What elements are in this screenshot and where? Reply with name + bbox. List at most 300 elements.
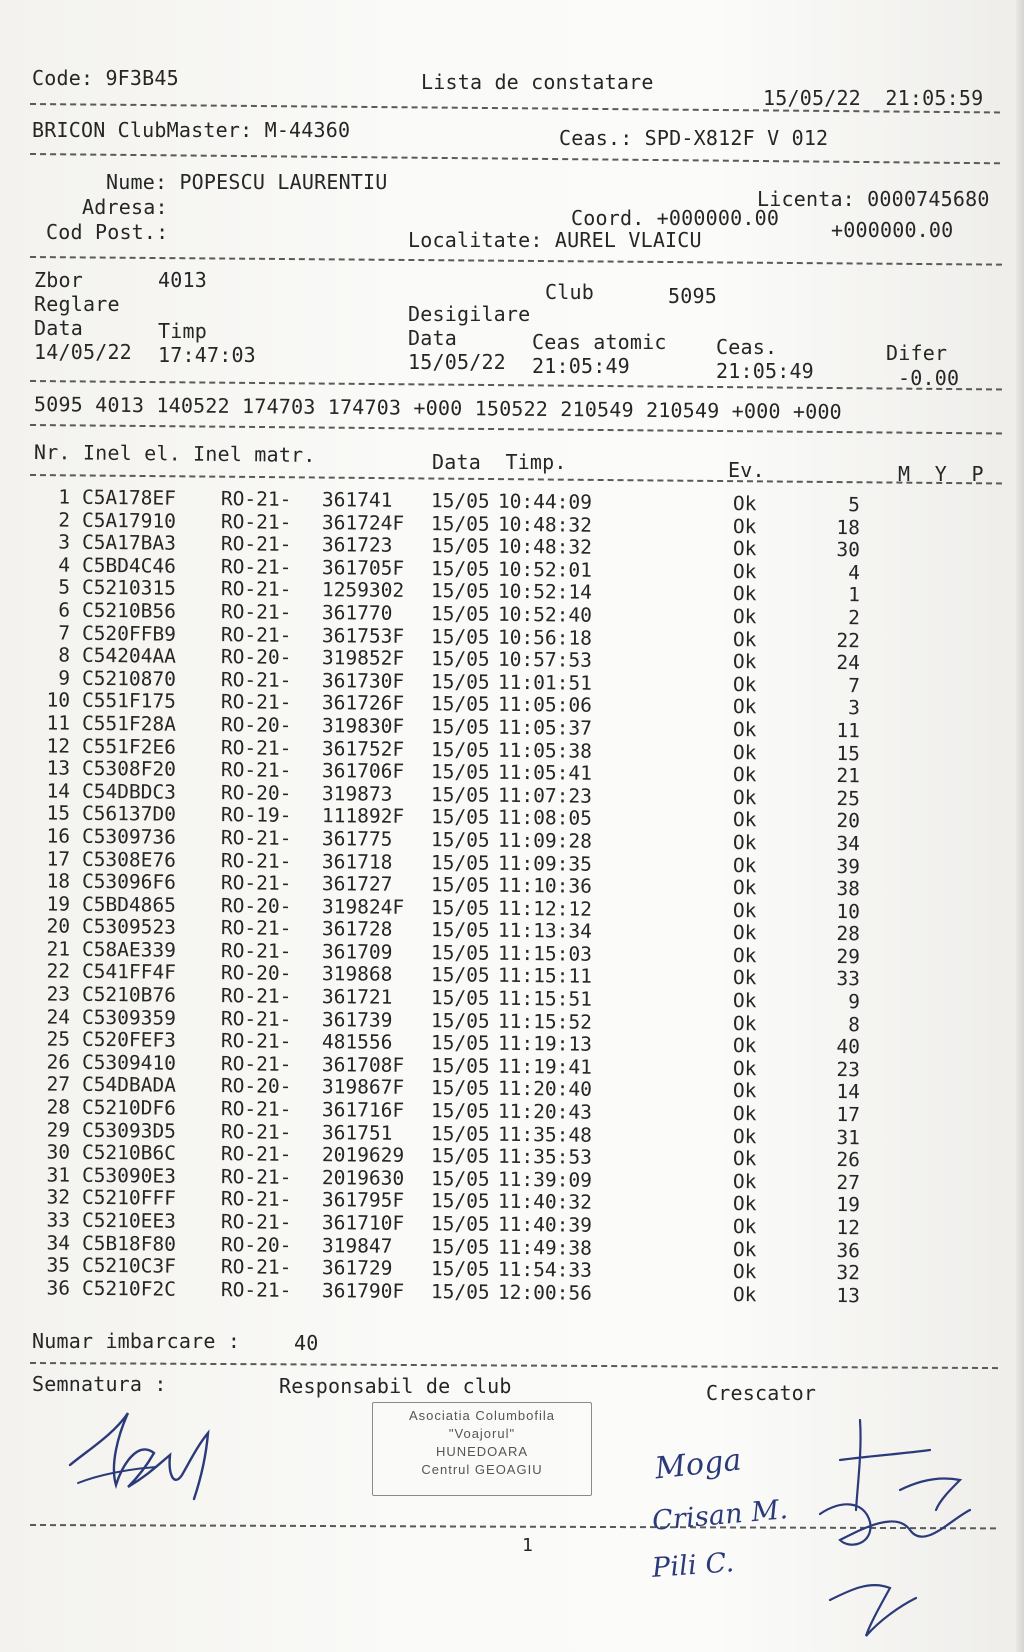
handwritten-name: Pili C.: [650, 1547, 736, 1584]
arrival-position: 19: [836, 1193, 861, 1217]
arrival-position: 27: [836, 1170, 861, 1195]
arrival-position: 24: [836, 651, 861, 675]
event-status: Ok: [732, 898, 757, 922]
atomic-clock-time: 21:05:49: [532, 354, 630, 378]
ring-number: 319824F: [321, 894, 405, 919]
ring-prefix: RO-21-: [220, 848, 292, 873]
event-status: Ok: [732, 559, 757, 584]
ring-number: 361727: [321, 872, 393, 896]
row-number: 8: [58, 643, 71, 667]
row-number: 21: [46, 937, 71, 961]
print-timestamp: 15/05/22 21:05:59: [763, 86, 984, 110]
arrival-date: 15/05: [430, 556, 490, 581]
arrival-position: 20: [836, 809, 861, 833]
signature-label: Semnatura :: [32, 1372, 167, 1396]
event-status: Ok: [732, 695, 757, 719]
event-status: Ok: [732, 966, 757, 990]
arrival-position: 40: [836, 1035, 861, 1059]
ring-prefix: RO-21-: [220, 1164, 292, 1189]
arrival-time: 11:05:37: [497, 715, 593, 740]
signature-scribble-right: [800, 1410, 990, 1646]
stamp-line: Centrul GEOAGIU: [421, 1462, 543, 1477]
ring-number: 361775: [321, 826, 393, 851]
event-status: Ok: [732, 740, 757, 764]
clubmaster-id: BRICON ClubMaster: M-44360: [32, 118, 351, 142]
event-status: Ok: [732, 537, 757, 561]
electronic-ring-id: C53090E3: [81, 1163, 177, 1188]
arrival-position: 8: [848, 1012, 861, 1036]
club-label: Club: [545, 280, 594, 304]
electronic-ring-id: C53093D5: [81, 1118, 177, 1143]
ring-prefix: RO-19-: [220, 803, 292, 828]
arrival-date: 15/05: [430, 624, 490, 649]
boarding-count-value: 40: [294, 1331, 319, 1355]
arrival-time: 10:52:14: [497, 580, 593, 605]
arrival-time: 12:00:56: [497, 1280, 593, 1305]
coordinates-label: Coord. +000000.00: [571, 206, 780, 230]
desigilare-date-label: Data: [408, 326, 457, 350]
ring-number: 361770: [321, 601, 393, 625]
owner-license: Licenta: 0000745680: [757, 187, 990, 211]
row-number: 23: [46, 982, 71, 1006]
arrival-time: 11:15:52: [497, 1009, 593, 1034]
owner-postal-code: Cod Post.:: [46, 220, 169, 244]
arrival-time: 10:52:01: [497, 557, 593, 582]
row-number: 22: [46, 959, 71, 984]
ring-prefix: RO-20-: [220, 780, 292, 805]
arrival-time: 11:10:36: [497, 873, 593, 898]
ring-prefix: RO-21-: [220, 690, 292, 715]
electronic-ring-id: C54DBDC3: [81, 779, 177, 804]
electronic-ring-id: C56137D0: [81, 802, 177, 827]
electronic-ring-id: C5BD4865: [81, 892, 177, 917]
arrival-date: 15/05: [430, 963, 490, 988]
row-number: 35: [46, 1253, 71, 1277]
arrival-time: 11:05:06: [497, 693, 593, 718]
event-status: Ok: [732, 785, 757, 809]
boarding-count-label: Numar imbarcare :: [32, 1329, 241, 1353]
arrival-position: 36: [836, 1238, 861, 1262]
row-number: 20: [46, 914, 71, 938]
arrival-date: 15/05: [430, 941, 490, 965]
ring-number: 361753F: [321, 623, 405, 648]
row-number: 28: [46, 1095, 71, 1119]
reglare-date: 14/05/22: [34, 340, 132, 364]
arrival-position: 26: [836, 1148, 861, 1172]
ring-number: 361709: [321, 939, 393, 964]
electronic-ring-id: C5309736: [81, 824, 177, 849]
event-status: Ok: [732, 1169, 757, 1194]
arrival-time: 11:07:23: [497, 783, 593, 808]
arrival-time: 11:19:41: [497, 1054, 593, 1079]
arrival-time: 11:20:43: [497, 1099, 593, 1124]
reglare-label: Reglare: [34, 292, 120, 316]
desigilare-date: 15/05/22: [408, 350, 506, 374]
arrival-date: 15/05: [430, 1189, 490, 1214]
document-code: Code: 9F3B45: [32, 66, 179, 90]
ring-prefix: RO-21-: [220, 554, 292, 579]
arrival-date: 15/05: [430, 873, 490, 897]
arrival-position: 3: [848, 696, 861, 720]
row-number: 3: [58, 530, 71, 554]
row-number: 19: [46, 892, 71, 916]
ring-number: 361730F: [321, 668, 405, 693]
ring-number: 361752F: [321, 736, 405, 761]
arrival-date: 15/05: [430, 715, 490, 739]
owner-address: Adresa:: [82, 195, 168, 219]
arrival-time: 10:56:18: [497, 625, 593, 650]
ring-prefix: RO-21-: [220, 1187, 292, 1212]
arrival-time: 10:44:09: [497, 489, 593, 514]
ring-prefix: RO-21-: [220, 1029, 292, 1054]
arrival-date: 15/05: [430, 511, 490, 536]
arrival-date: 15/05: [430, 579, 490, 604]
electronic-ring-id: C5B18F80: [81, 1231, 177, 1256]
club-responsible-label: Responsabil de club: [279, 1374, 512, 1398]
arrival-position: 4: [848, 560, 861, 585]
page-number: 1: [522, 1535, 533, 1556]
arrival-date: 15/05: [430, 895, 490, 920]
ring-prefix: RO-21-: [220, 735, 292, 760]
arrival-position: 38: [836, 877, 861, 901]
event-status: Ok: [732, 1102, 757, 1126]
divider: [30, 380, 1002, 390]
arrival-position: 34: [836, 831, 861, 856]
arrival-date: 15/05: [430, 1212, 490, 1236]
electronic-ring-id: C5210870: [81, 666, 177, 691]
ring-prefix: RO-21-: [220, 577, 292, 602]
arrival-date: 15/05: [430, 647, 490, 671]
arrival-time: 11:19:13: [497, 1032, 593, 1056]
arrival-date: 15/05: [430, 602, 490, 626]
ring-prefix: RO-20-: [220, 1074, 292, 1099]
arrival-date: 15/05: [430, 1053, 490, 1078]
arrival-position: 31: [836, 1125, 861, 1149]
electronic-ring-id: C5210F2C: [81, 1276, 177, 1301]
arrival-time: 11:54:33: [497, 1257, 593, 1282]
divider: [30, 1362, 998, 1369]
atomic-clock-label: Ceas atomic: [532, 330, 667, 354]
arrival-time: 11:15:03: [497, 941, 593, 966]
arrival-date: 15/05: [430, 850, 490, 875]
arrival-date: 15/05: [430, 1166, 490, 1191]
event-status: Ok: [732, 1034, 757, 1058]
electronic-ring-id: C551F28A: [81, 711, 177, 736]
row-number: 33: [46, 1208, 71, 1232]
ring-prefix: RO-21-: [220, 1210, 292, 1234]
ring-prefix: RO-21-: [220, 532, 292, 556]
ring-prefix: RO-21-: [220, 871, 292, 895]
electronic-ring-id: C5210EE3: [81, 1208, 177, 1233]
column-header-myp: M Y P: [898, 462, 984, 486]
row-number: 30: [46, 1140, 71, 1164]
event-status: Ok: [732, 943, 757, 968]
row-number: 11: [46, 711, 71, 735]
handwritten-name: Crisan M.: [650, 1494, 790, 1537]
ring-prefix: RO-21-: [220, 1097, 292, 1121]
reglare-time: 17:47:03: [158, 343, 256, 367]
arrival-time: 10:48:32: [497, 512, 593, 537]
arrival-date: 15/05: [430, 1099, 490, 1123]
electronic-ring-id: C5309523: [81, 915, 177, 939]
ring-prefix: RO-20-: [220, 893, 292, 918]
electronic-ring-id: C5308E76: [81, 847, 177, 872]
reglare-date-label: Data: [34, 316, 83, 340]
ring-number: 361710F: [321, 1211, 405, 1235]
event-status: Ok: [732, 763, 757, 787]
arrival-date: 15/05: [430, 760, 490, 784]
ring-number: 361716F: [321, 1098, 405, 1122]
electronic-ring-id: C541FF4F: [81, 960, 177, 985]
ring-number: 361751: [321, 1120, 393, 1145]
arrival-date: 15/05: [430, 1144, 490, 1168]
ring-number: 361705F: [321, 555, 405, 580]
row-number: 18: [46, 869, 71, 893]
arrival-date: 15/05: [430, 1234, 490, 1259]
event-status: Ok: [732, 717, 757, 742]
column-header-date-time: Data Timp.: [432, 450, 567, 474]
arrival-time: 11:13:34: [497, 919, 593, 943]
ring-number: 361706F: [321, 759, 405, 784]
stamp-line: Asociatia Columbofila: [408, 1408, 555, 1423]
event-status: Ok: [732, 1237, 757, 1261]
ring-number: 361726F: [321, 691, 405, 716]
event-status: Ok: [732, 830, 757, 855]
electronic-ring-id: C54DBADA: [81, 1073, 177, 1098]
electronic-ring-id: C5210B76: [81, 982, 177, 1007]
divider: [30, 474, 1002, 484]
electronic-ring-id: C5210FFF: [81, 1186, 177, 1211]
event-status: Ok: [732, 1056, 757, 1081]
row-number: 32: [46, 1185, 71, 1210]
electronic-ring-id: C5A17BA3: [81, 530, 177, 555]
ring-prefix: RO-20-: [220, 961, 292, 986]
ring-number: 319868: [321, 962, 393, 987]
divider: [30, 256, 1002, 266]
arrival-time: 11:12:12: [497, 896, 593, 921]
electronic-ring-id: C5A17910: [81, 508, 177, 533]
arrival-date: 15/05: [430, 1121, 490, 1146]
ring-number: 2019630: [321, 1165, 405, 1190]
ring-prefix: RO-21-: [220, 1006, 292, 1031]
electronic-ring-id: C5309359: [81, 1005, 177, 1030]
ring-prefix: RO-20-: [220, 713, 292, 737]
arrival-date: 15/05: [430, 692, 490, 717]
row-number: 2: [58, 508, 71, 532]
arrival-time: 11:20:40: [497, 1077, 593, 1102]
electronic-ring-id: C5BD4C46: [81, 553, 177, 578]
ring-number: 319867F: [321, 1075, 405, 1100]
ring-number: 319830F: [321, 714, 405, 738]
event-status: Ok: [732, 605, 757, 629]
event-status: Ok: [732, 1192, 757, 1216]
row-number: 29: [46, 1118, 71, 1142]
stamp-line: "Voajorul": [448, 1426, 516, 1441]
row-number: 1: [58, 485, 71, 509]
arrival-time: 11:49:38: [497, 1235, 593, 1260]
ring-number: 361721: [321, 985, 393, 1009]
electronic-ring-id: C5210DF6: [81, 1095, 177, 1120]
arrival-date: 15/05: [430, 828, 490, 852]
arrival-date: 15/05: [430, 489, 490, 513]
arrival-date: 15/05: [430, 669, 490, 694]
row-number: 14: [46, 779, 71, 803]
event-status: Ok: [732, 808, 757, 832]
electronic-ring-id: C5210B56: [81, 598, 177, 623]
arrival-position: 39: [836, 854, 861, 878]
ring-prefix: RO-21-: [220, 600, 292, 624]
reglare-time-label: Timp: [158, 319, 207, 343]
ring-number: 361739: [321, 1007, 393, 1032]
arrival-position: 9: [848, 990, 861, 1014]
ring-number: 361741: [321, 488, 393, 512]
ring-number: 319847: [321, 1233, 393, 1258]
ring-number: 319852F: [321, 646, 405, 671]
ring-prefix: RO-21-: [220, 1142, 292, 1167]
stamp-line: HUNEDOARA: [435, 1444, 529, 1459]
clock-label: Ceas.: [716, 335, 778, 359]
row-number: 34: [46, 1231, 71, 1255]
arrival-time: 11:05:41: [497, 760, 593, 785]
event-status: Ok: [732, 514, 757, 538]
electronic-ring-id: C58AE339: [81, 937, 177, 962]
ring-prefix: RO-21-: [220, 1255, 292, 1279]
arrival-time: 11:08:05: [497, 806, 593, 830]
arrival-date: 15/05: [430, 737, 490, 762]
ring-prefix: RO-21-: [220, 1051, 292, 1076]
signature-scribble-left: [58, 1395, 228, 1515]
arrival-time: 11:05:38: [497, 738, 593, 763]
arrival-time: 10:52:40: [497, 602, 593, 627]
event-status: Ok: [732, 853, 757, 877]
electronic-ring-id: C5210B6C: [81, 1141, 177, 1165]
arrival-date: 15/05: [430, 1008, 490, 1033]
arrival-position: 11: [836, 718, 861, 743]
row-number: 31: [46, 1163, 71, 1187]
arrival-time: 11:01:51: [497, 670, 593, 695]
ring-prefix: RO-21-: [220, 826, 292, 850]
arrival-position: 10: [836, 899, 861, 923]
event-status: Ok: [732, 1282, 757, 1307]
arrival-time: 11:35:53: [497, 1144, 593, 1169]
arrival-position: 22: [836, 628, 861, 652]
arrival-position: 25: [836, 786, 861, 810]
arrival-position: 15: [836, 741, 861, 765]
ring-prefix: RO-21-: [220, 622, 292, 647]
ring-prefix: RO-21-: [220, 938, 292, 963]
event-status: Ok: [732, 989, 757, 1013]
arrival-time: 11:09:35: [497, 851, 593, 876]
ring-prefix: RO-21-: [220, 1119, 292, 1144]
arrival-time: 11:15:11: [497, 964, 593, 989]
arrival-position: 29: [836, 944, 861, 969]
owner-name: Nume: POPESCU LAURENTIU: [106, 170, 388, 194]
event-status: Ok: [732, 582, 757, 606]
electronic-ring-id: C520FEF3: [81, 1028, 177, 1052]
arrival-position: 28: [836, 922, 861, 946]
row-number: 6: [58, 598, 71, 622]
event-status: Ok: [732, 1260, 757, 1284]
electronic-ring-id: C551F2E6: [81, 734, 177, 759]
ring-number: 1259302: [321, 578, 405, 603]
ring-number: 361795F: [321, 1188, 405, 1213]
arrival-position: 2: [848, 606, 861, 630]
divider: [30, 424, 1002, 434]
arrival-time: 11:35:48: [497, 1122, 593, 1147]
row-number: 17: [46, 846, 71, 871]
event-status: Ok: [732, 1079, 757, 1103]
arrival-date: 15/05: [430, 918, 490, 942]
ring-number: 361728: [321, 917, 393, 942]
arrival-date: 15/05: [430, 782, 490, 807]
event-status: Ok: [732, 492, 757, 516]
arrival-date: 15/05: [430, 1076, 490, 1101]
handwritten-name: Moga: [653, 1442, 744, 1487]
event-status: Ok: [732, 627, 757, 651]
ring-number: 361729: [321, 1256, 393, 1280]
clock-time: 21:05:49: [716, 359, 814, 383]
arrival-position: 7: [848, 673, 861, 698]
arrival-position: 23: [836, 1057, 861, 1082]
ring-number: 2019629: [321, 1143, 405, 1168]
electronic-ring-id: C53096F6: [81, 869, 177, 894]
row-number: 13: [46, 756, 71, 780]
arrival-time: 11:40:39: [497, 1212, 593, 1237]
arrival-date: 15/05: [430, 1031, 490, 1055]
arrival-position: 33: [836, 967, 861, 991]
arrival-time: 11:40:32: [497, 1190, 593, 1215]
club-stamp: [372, 1402, 592, 1496]
row-number: 10: [46, 688, 71, 713]
arrival-time: 10:48:32: [497, 534, 593, 559]
arrival-position: 30: [836, 538, 861, 562]
arrival-position: 5: [848, 493, 861, 517]
electronic-ring-id: C5210315: [81, 576, 177, 601]
column-header-rings: Nr. Inel el. Inel matr.: [33, 440, 316, 467]
electronic-ring-id: C5309410: [81, 1050, 177, 1075]
electronic-ring-id: C5210C3F: [81, 1253, 177, 1278]
electronic-ring-id: C54204AA: [81, 643, 177, 668]
ring-number: 361724F: [321, 510, 405, 535]
event-status: Ok: [732, 650, 757, 674]
ring-prefix: RO-21-: [220, 487, 292, 511]
arrival-time: 11:15:51: [497, 986, 593, 1011]
arrival-position: 32: [836, 1261, 861, 1285]
arrival-position: 12: [836, 1216, 861, 1240]
row-number: 12: [46, 733, 71, 758]
event-status: Ok: [732, 876, 757, 900]
arrival-date: 15/05: [430, 986, 490, 1010]
row-number: 4: [58, 553, 71, 577]
flight-number: 4013: [158, 268, 207, 292]
ring-prefix: RO-21-: [220, 1277, 292, 1302]
event-status: Ok: [732, 1215, 757, 1239]
encoded-summary-line: 5095 4013 140522 174703 174703 +000 150522 210549 210549 +000 +000: [33, 392, 842, 424]
document-title: Lista de constatare: [421, 70, 654, 94]
arrival-time: 11:39:09: [497, 1167, 593, 1192]
ring-number: 361723: [321, 533, 393, 557]
row-number: 9: [58, 666, 71, 690]
arrival-time: 10:57:53: [497, 647, 593, 672]
difference-value: -0.00: [898, 366, 960, 390]
electronic-ring-id: C520FFB9: [81, 621, 177, 646]
arrival-position: 14: [836, 1080, 861, 1104]
row-number: 27: [46, 1072, 71, 1097]
arrival-date: 15/05: [430, 805, 490, 830]
row-number: 5: [58, 575, 71, 600]
electronic-ring-id: C5308F20: [81, 756, 177, 781]
divider: [30, 153, 1000, 164]
